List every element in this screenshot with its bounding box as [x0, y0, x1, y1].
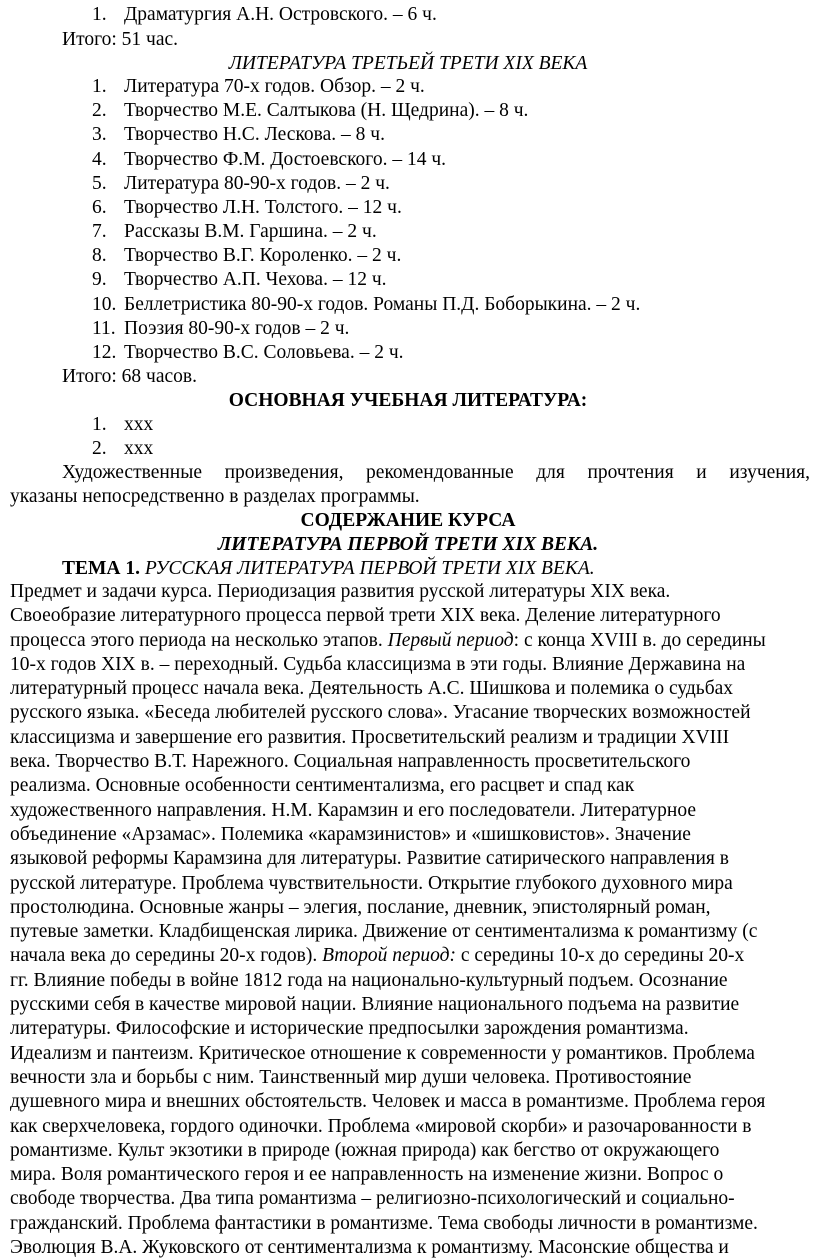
- paragraph-line: [10, 944, 810, 968]
- total-drama: Итого: 51 час.: [62, 29, 179, 50]
- paragraph-line: свободе творчества. Два типа романтизма – религиозно-психологический и социально-: [10, 1188, 735, 1210]
- list-item-text: Литература 80-90-х годов. – 2 ч.: [124, 173, 390, 194]
- list-number: 7.: [92, 221, 107, 242]
- text-run: начала века до середины 20-х годов).: [10, 945, 323, 967]
- list-item-text: Творчество Л.Н. Толстого. – 12 ч.: [124, 197, 402, 218]
- paragraph-line: [10, 629, 810, 653]
- list-number: 4.: [92, 149, 107, 170]
- list-item-text: ххх: [124, 414, 154, 435]
- note-line: Художественные произведения, рекомендованные для прочтения и изучения,: [62, 462, 810, 483]
- paragraph-line: русского языка. «Беседа любителей русского слова». Угасание творческих возможностей: [10, 702, 751, 724]
- list-item-text: Поэзия 80-90-х годов – 2 ч.: [124, 318, 350, 339]
- paragraph-line: Своеобразие литературного процесса первой трети XIX века. Деление литературного: [10, 605, 721, 627]
- list-item-text: Творчество Н.С. Лескова. – 8 ч.: [124, 124, 385, 145]
- paragraph-line: литературы. Философские и исторические предпосылки зарождения романтизма.: [10, 1018, 689, 1040]
- list-item-text: Беллетристика 80-90-х годов. Романы П.Д. Боборыкина. – 2 ч.: [124, 294, 641, 315]
- list-number: 6.: [92, 197, 107, 218]
- paragraph-line: русской литературе. Проблема чувствительности. Открытие глубокого духовного мира: [10, 872, 733, 894]
- list-item-text: Драматургия А.Н. Островского. – 6 ч.: [124, 4, 437, 25]
- list-item-text: Литература 70-х годов. Обзор. – 2 ч.: [124, 76, 425, 97]
- list-number: 12.: [92, 342, 117, 363]
- list-item-text: Творчество Ф.М. Достоевского. – 14 ч.: [124, 149, 446, 170]
- paragraph-line: душевного мира и внешних обстоятельств. Человек и масса в романтизме. Проблема героя: [10, 1091, 766, 1113]
- paragraph-line: объединение «Арзамас». Полемика «карамзинистов» и «шишковистов». Значение: [10, 823, 691, 845]
- topic-heading: [62, 557, 595, 581]
- course-paragraph: [10, 580, 810, 1260]
- paragraph-line: языковой реформы Карамзина для литературы. Развитие сатирического направления в: [10, 848, 729, 870]
- list-item-text: Рассказы В.М. Гаршина. – 2 ч.: [124, 221, 377, 242]
- paragraph-line: русскими себя в качестве мировой нации. Влияние национального подъема на развитие: [10, 994, 740, 1016]
- paragraph-line: Предмет и задачи курса. Периодизация развития русской литературы XIX века.: [10, 581, 671, 602]
- paragraph-line: века. Творчество В.Т. Нарежного. Социальная направленность просветительского: [10, 751, 691, 773]
- text-run: процесса этого периода на несколько этапов.: [10, 629, 388, 651]
- paragraph-line: романтизме. Культ экзотики в природе (южная природа) как бегство от окружающего: [10, 1139, 720, 1161]
- section-title-basic: ОСНОВНАЯ УЧЕБНАЯ ЛИТЕРАТУРА:: [228, 390, 588, 411]
- list-number: 3.: [92, 124, 107, 145]
- paragraph-line: классицизма и завершение его развития. Просветительский реализм и традиции XVIII: [10, 726, 730, 748]
- paragraph-line: мира. Воля романтического героя и ее направленность на изменение жизни. Вопрос о: [10, 1164, 724, 1186]
- list-item-text: ххх: [124, 438, 154, 459]
- list-item-text: Творчество В.С. Соловьева. – 2 ч.: [124, 342, 404, 363]
- list-item-text: Творчество В.Г. Короленко. – 2 ч.: [124, 245, 402, 266]
- paragraph-line: литературный процесс начала века. Деятельность А.С. Шишкова и полемика о судьбах: [10, 678, 734, 700]
- list-number: 5.: [92, 173, 107, 194]
- list-number: 8.: [92, 245, 107, 266]
- text-run: : с конца XVIII в. до середины: [513, 629, 766, 651]
- paragraph-line: вечности зла и борьбы с ним. Таинственный мир души человека. Противостояние: [10, 1066, 692, 1088]
- list-number: 1.: [92, 4, 107, 25]
- paragraph-line: как сверхчеловека, гордого одиночки. Проблема «мировой скорби» и разочарованности в: [10, 1115, 752, 1137]
- section-title-content: СОДЕРЖАНИЕ КУРСА: [300, 510, 516, 531]
- topic-label: ТЕМА 1.: [62, 558, 140, 579]
- list-item-text: Творчество М.Е. Салтыкова (Н. Щедрина). – 8 ч.: [124, 100, 529, 121]
- list-number: 10.: [92, 294, 117, 315]
- paragraph-line: гг. Влияние победы в войне 1812 года на национально-культурный подъем. Осознание: [10, 969, 728, 991]
- total-third: Итого: 68 часов.: [62, 366, 197, 387]
- list-item-text: Творчество А.П. Чехова. – 12 ч.: [124, 269, 387, 290]
- section-title-third: ЛИТЕРАТУРА ТРЕТЬЕЙ ТРЕТИ XIX ВЕКА: [228, 53, 588, 74]
- topic-title: РУССКАЯ ЛИТЕРАТУРА ПЕРВОЙ ТРЕТИ XIX ВЕКА.: [144, 558, 595, 579]
- paragraph-line: простолюдина. Основные жанры – элегия, послание, дневник, эпистолярный роман,: [10, 896, 711, 918]
- list-number: 11.: [92, 318, 116, 339]
- list-number: 1.: [92, 414, 107, 435]
- paragraph-line: Эволюция В.А. Жуковского от сентиментализма к романтизму. Масонские общества и: [10, 1237, 729, 1259]
- paragraph-line: художественного направления. Н.М. Карамзин и его последователи. Литературное: [10, 799, 697, 821]
- period-label: Первый период: [387, 629, 514, 651]
- paragraph-line: реализма. Основные особенности сентиментализма, его расцвет и спад как: [10, 775, 635, 797]
- paragraph-line: Идеализм и пантеизм. Критическое отношение к современности у романтиков. Проблема: [10, 1042, 755, 1064]
- list-number: 2.: [92, 438, 107, 459]
- list-number: 2.: [92, 100, 107, 121]
- note-line: указаны непосредственно в разделах программы.: [10, 486, 420, 507]
- text-run: с середины 10-х до середины 20-х: [456, 945, 745, 967]
- period-label: Второй период:: [322, 945, 456, 967]
- list-number: 9.: [92, 269, 107, 290]
- list-number: 1.: [92, 76, 107, 97]
- paragraph-line: путевые заметки. Кладбищенская лирика. Движение от сентиментализма к романтизму (с: [10, 921, 758, 943]
- section-subtitle: ЛИТЕРАТУРА ПЕРВОЙ ТРЕТИ XIX ВЕКА.: [217, 534, 599, 555]
- paragraph-line: 10-х годов XIX в. – переходный. Судьба классицизма в эти годы. Влияние Державина на: [10, 653, 746, 675]
- paragraph-line: гражданский. Проблема фантастики в романтизме. Тема свободы личности в романтизме.: [10, 1212, 758, 1234]
